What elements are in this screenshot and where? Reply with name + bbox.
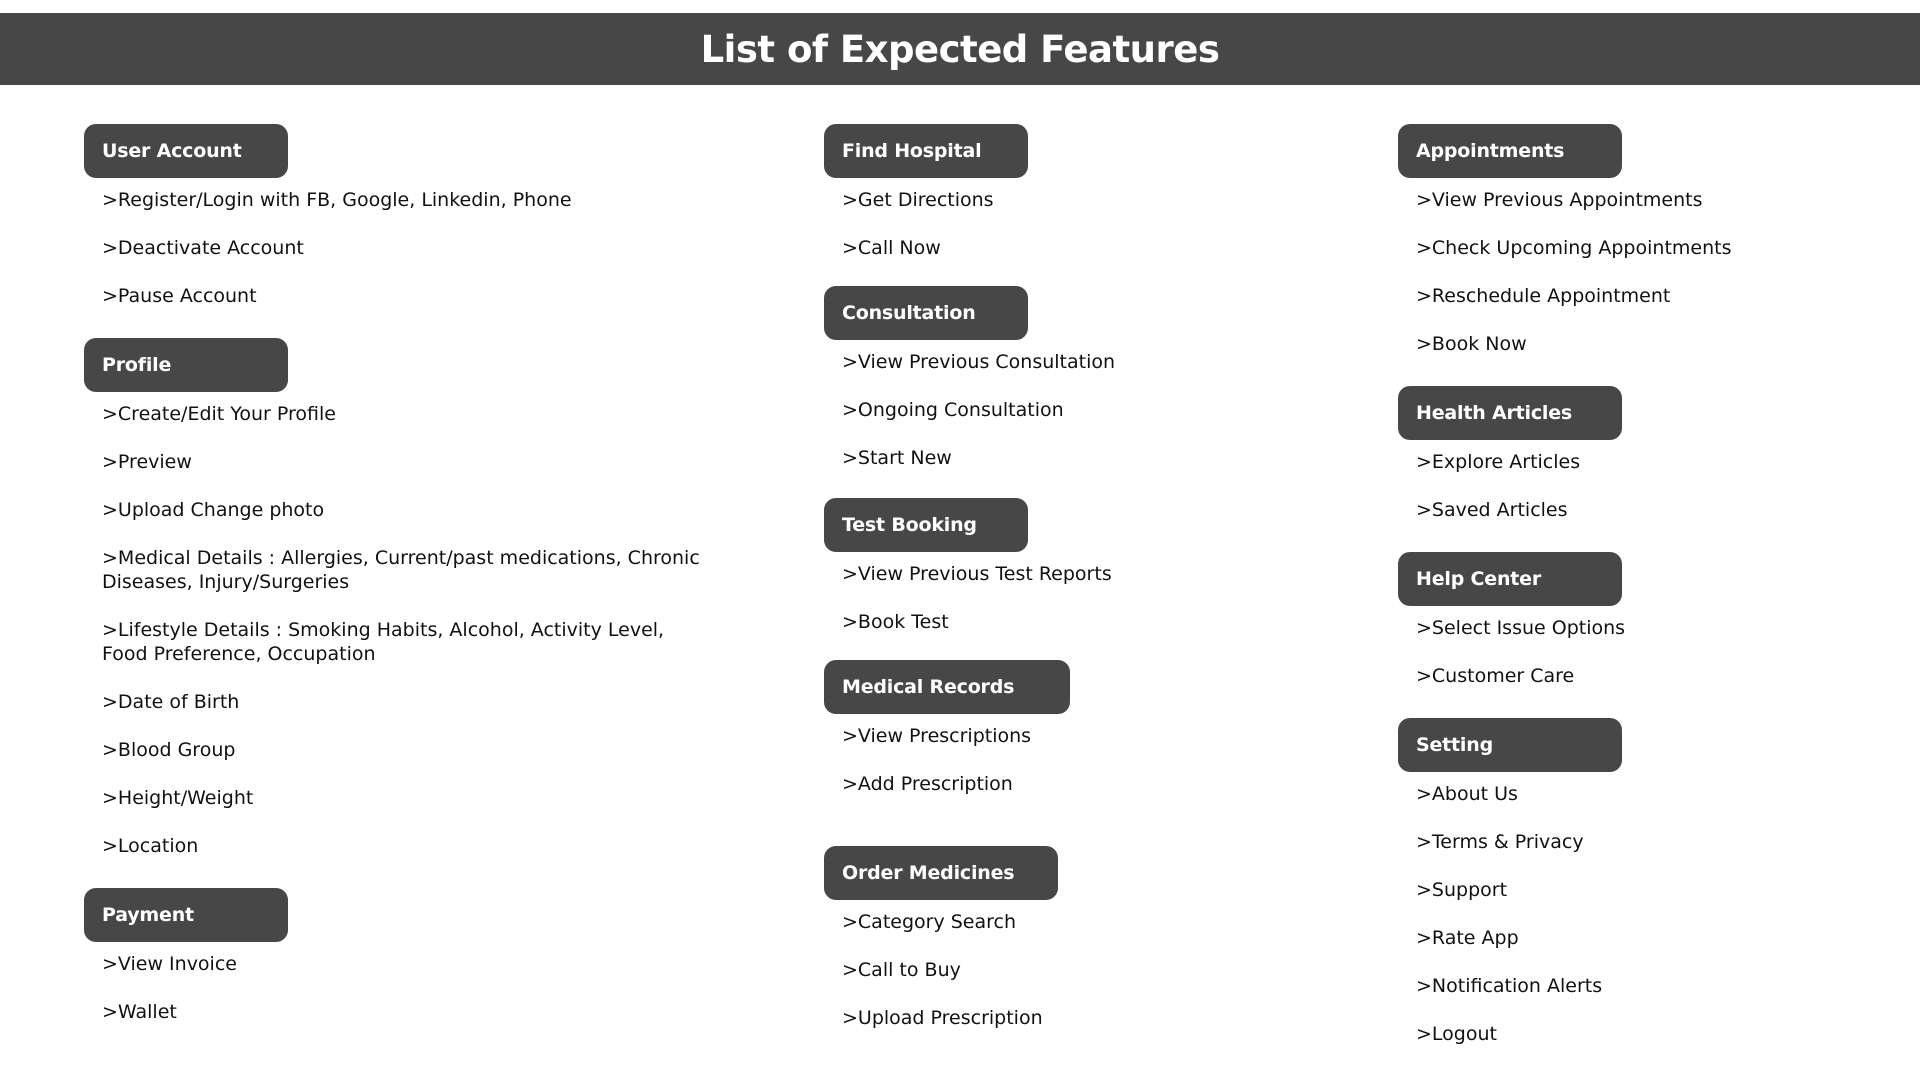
feature-item: >Wallet	[102, 1001, 177, 1023]
feature-item: >Terms & Privacy	[1416, 831, 1584, 853]
feature-item: >View Previous Appointments	[1416, 189, 1703, 211]
section-header	[84, 124, 288, 178]
feature-item: >Call Now	[842, 237, 941, 259]
feature-item: >Explore Articles	[1416, 451, 1581, 473]
feature-item: >Category Search	[842, 911, 1017, 933]
feature-item: >Book Test	[842, 611, 949, 633]
section-user-account	[84, 124, 702, 308]
feature-item: >Upload Prescription	[842, 1007, 1043, 1029]
section-medical-records	[824, 660, 1282, 796]
feature-item: >Ongoing Consultation	[842, 399, 1064, 421]
feature-item: >Upload Change photo	[102, 499, 325, 521]
section-find-hospital	[824, 124, 1282, 260]
feature-item: >Pause Account	[102, 285, 257, 307]
section-title: Medical Records	[842, 676, 1015, 698]
feature-item: >Reschedule Appointment	[1416, 285, 1671, 307]
section-title: Order Medicines	[842, 862, 1015, 884]
section-header	[84, 338, 288, 392]
section-appointments	[1398, 124, 1856, 356]
section-title: Profile	[102, 354, 172, 376]
section-payment	[84, 888, 702, 1024]
section-title: Find Hospital	[842, 140, 982, 162]
section-header	[824, 846, 1058, 900]
section-title: Setting	[1416, 734, 1493, 756]
feature-item: >Deactivate Account	[102, 237, 304, 259]
feature-item: >Medical Details : Allergies, Current/past medications, Chronic Diseases, Injury/Surgeries	[102, 547, 700, 593]
feature-item: >About Us	[1416, 783, 1518, 805]
section-title: Consultation	[842, 302, 976, 324]
feature-item: >Add Prescription	[842, 773, 1013, 795]
feature-item: >View Prescriptions	[842, 725, 1032, 747]
section-health-articles	[1398, 386, 1856, 522]
title-banner	[0, 13, 1920, 85]
feature-item: >Support	[1416, 879, 1508, 901]
section-header	[824, 286, 1028, 340]
page-title: List of Expected Features	[700, 27, 1220, 71]
feature-item: >Start New	[842, 447, 952, 469]
section-header	[1398, 718, 1622, 772]
feature-item: >Select Issue Options	[1416, 617, 1626, 639]
feature-column-2	[824, 124, 1282, 1030]
feature-item: >Saved Articles	[1416, 499, 1568, 521]
feature-item: >Register/Login with FB, Google, Linkedin, Phone	[102, 189, 572, 211]
feature-item: >View Invoice	[102, 953, 237, 975]
section-header	[1398, 552, 1622, 606]
feature-item: >Height/Weight	[102, 787, 254, 809]
section-order-medicines	[824, 846, 1282, 1030]
section-test-booking	[824, 498, 1282, 634]
section-header	[824, 498, 1028, 552]
section-title: User Account	[102, 140, 242, 162]
feature-item: >Call to Buy	[842, 959, 961, 981]
feature-item: >Customer Care	[1416, 665, 1575, 687]
section-header	[1398, 386, 1622, 440]
feature-item: >View Previous Test Reports	[842, 563, 1112, 585]
feature-item: >View Previous Consultation	[842, 351, 1116, 373]
section-title: Appointments	[1416, 140, 1565, 162]
section-header	[824, 660, 1070, 714]
section-setting	[1398, 718, 1856, 1046]
feature-column-3	[1398, 124, 1856, 1046]
feature-item: >Logout	[1416, 1023, 1497, 1045]
feature-item: >Create/Edit Your Profile	[102, 403, 336, 425]
feature-item: >Lifestyle Details : Smoking Habits, Alcohol, Activity Level, Food Preference, Occupation	[102, 619, 665, 665]
section-title: Test Booking	[842, 514, 977, 536]
section-title: Help Center	[1416, 568, 1542, 590]
section-title: Health Articles	[1416, 402, 1572, 424]
section-consultation	[824, 286, 1282, 470]
feature-column-1	[84, 124, 702, 1024]
section-header	[84, 888, 288, 942]
feature-item: >Get Directions	[842, 189, 994, 211]
feature-item: >Rate App	[1416, 927, 1519, 949]
section-profile	[84, 338, 702, 858]
feature-item: >Date of Birth	[102, 691, 240, 713]
section-header	[824, 124, 1028, 178]
section-header	[1398, 124, 1622, 178]
feature-item: >Notification Alerts	[1416, 975, 1603, 997]
feature-item: >Location	[102, 835, 199, 857]
feature-item: >Check Upcoming Appointments	[1416, 237, 1732, 259]
feature-item: >Blood Group	[102, 739, 236, 761]
section-title: Payment	[102, 904, 194, 926]
section-help-center	[1398, 552, 1856, 688]
feature-item: >Preview	[102, 451, 192, 473]
feature-item: >Book Now	[1416, 333, 1527, 355]
